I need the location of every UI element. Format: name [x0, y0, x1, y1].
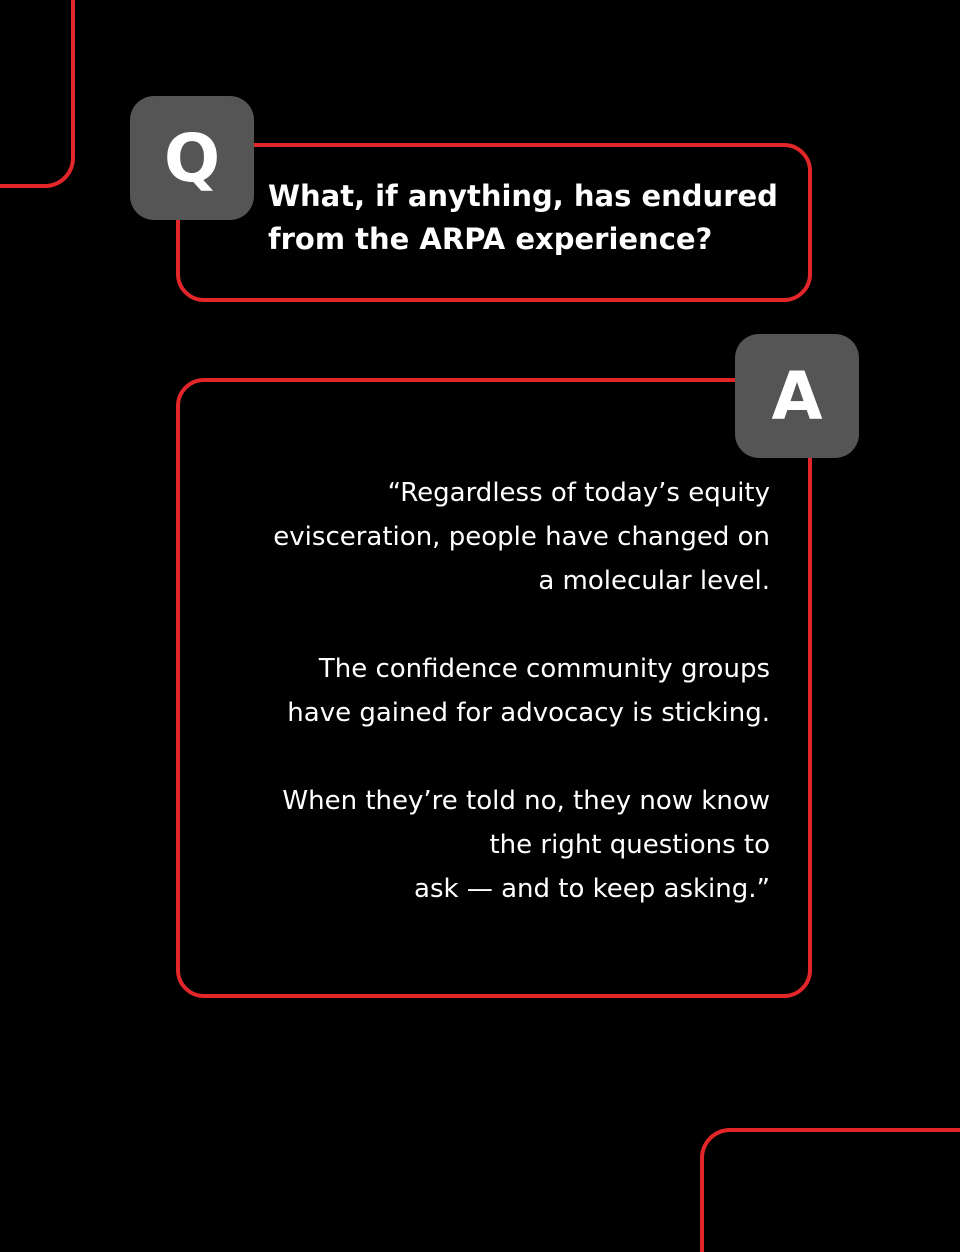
answer-badge: A: [735, 334, 859, 458]
answer-line: The confidence community groups: [318, 654, 770, 684]
answer-line: “Regardless of today’s equity: [387, 478, 770, 508]
answer-quote: [190, 471, 770, 911]
question-line: from the ARPA experience?: [268, 222, 713, 256]
decorative-corner-frame-bottom-right: [700, 1128, 960, 1252]
question-line: What, if anything, has endured: [268, 179, 778, 213]
question-badge: Q: [130, 96, 254, 220]
answer-line: have gained for advocacy is sticking.: [287, 698, 770, 728]
answer-line: ask — and to keep asking.”: [414, 874, 770, 904]
answer-line: a molecular level.: [538, 566, 770, 596]
answer-line: the right questions to: [489, 830, 770, 860]
answer-line: evisceration, people have changed on: [273, 522, 770, 552]
answer-paragraph: [190, 647, 770, 735]
question-text: [268, 175, 798, 261]
answer-paragraph: [190, 471, 770, 603]
decorative-corner-frame-top-left: [0, 0, 75, 188]
answer-paragraph: [190, 779, 770, 911]
answer-line: When they’re told no, they now know: [282, 786, 770, 816]
